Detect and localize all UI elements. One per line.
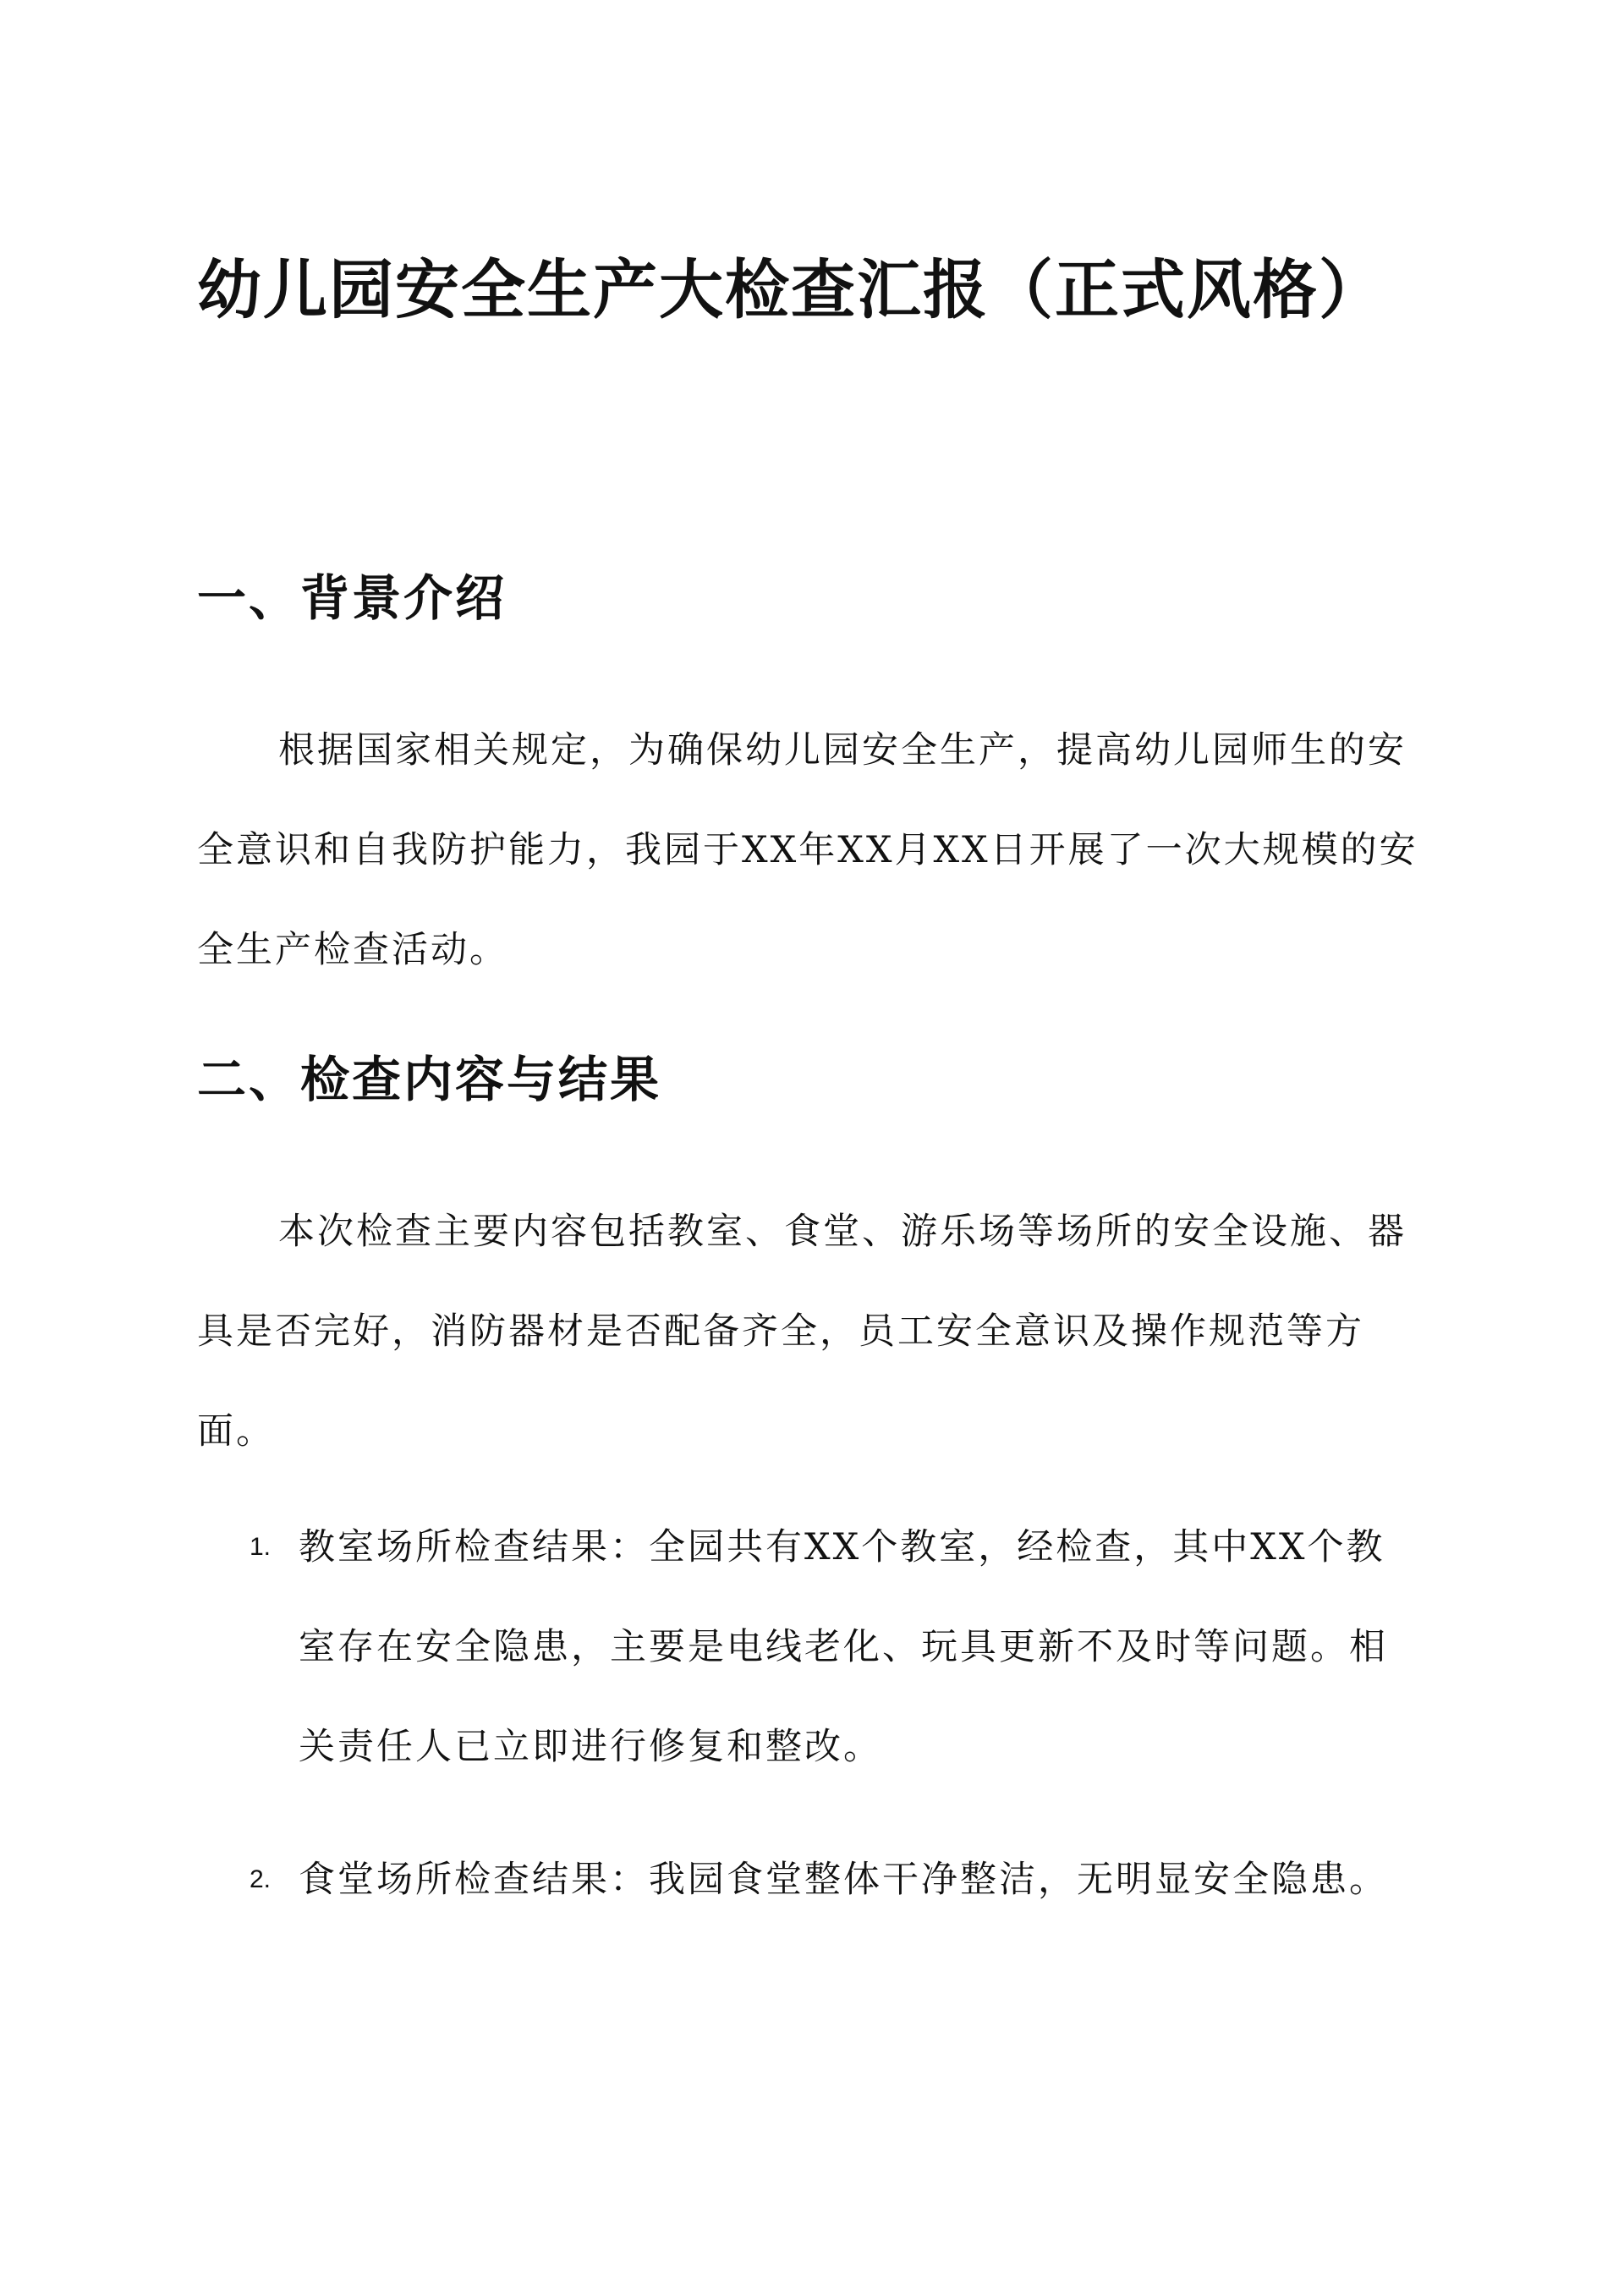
section-heading-inspection: 二、检查内容与结果 <box>197 1051 662 1108</box>
background-paragraph: 根据国家相关规定，为确保幼儿园安全生产，提高幼儿园师生的安全意识和自我防护能力，我园于XX年XX月XX日开展了一次大规模的安全生产检查活动。 <box>197 729 1418 971</box>
list-item-number: 2. <box>250 1865 272 1893</box>
list-item-text: 教室场所检查结果：全园共有XX个教室，经检查，其中XX个教室存在安全隐患，主要是电线老化、玩具更新不及时等问题。相关责任人已立即进行修复和整改。 <box>299 1526 1388 1768</box>
section-heading-background: 一、背景介绍 <box>197 569 508 627</box>
inspection-paragraph: 本次检查主要内容包括教室、食堂、游乐场等场所的安全设施、器具是否完好，消防器材是否配备齐全，员工安全意识及操作规范等方面。 <box>197 1211 1407 1453</box>
list-item-text: 食堂场所检查结果：我园食堂整体干净整洁，无明显安全隐患。 <box>299 1859 1388 1901</box>
document-title: 幼儿园安全生产大检查汇报（正式风格） <box>197 252 1385 327</box>
list-item-number: 1. <box>250 1533 272 1561</box>
